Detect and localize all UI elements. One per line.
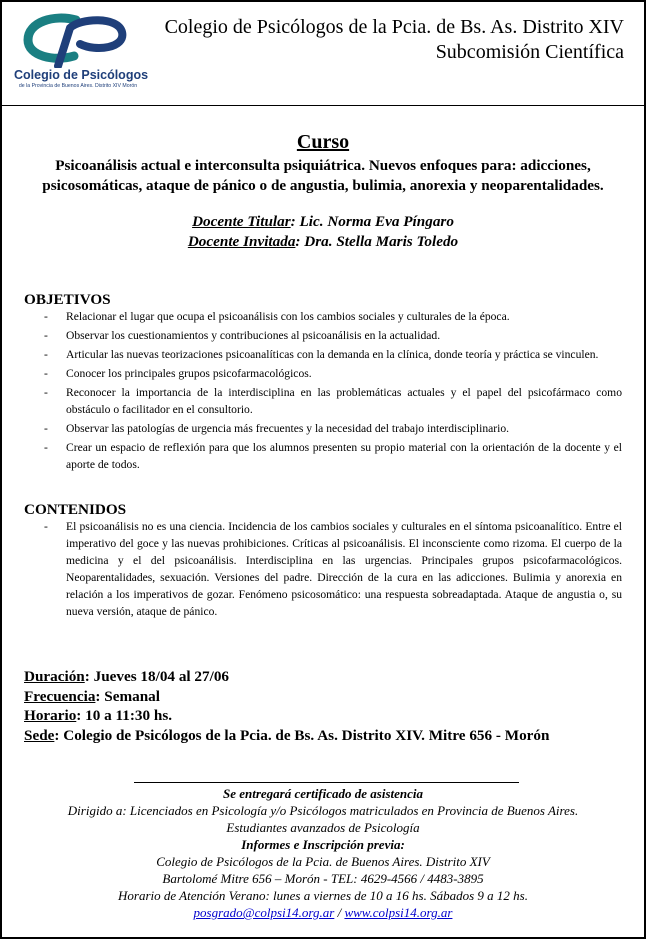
- duracion-row: [24, 667, 549, 687]
- objetivos-list: [24, 308, 622, 473]
- list-item: - Reconocer la importancia de la interdisciplina en las problemáticas actuales y el papel del psicofármaco como obstáculo o facilitador en el consultorio.: [44, 386, 622, 416]
- teacher-invitada: [2, 232, 644, 252]
- list-item: - Crear un espacio de reflexión para que los alumnos presenten su propio material con la orientación de la docente y el aporte de todos.: [44, 441, 622, 471]
- list-item: - El psicoanálisis no es una ciencia. Incidencia de los cambios sociales y culturales en el síntoma psicoanalítico. Entre el imperativo del goce y las nuevas prohibiciones. Críticas al psicoanálisis. El inconsciente como rizoma. El cuerpo de la medicina y el del psicoanálisis. Interdisciplina en las urgencias. Principales grupos psicofarmacológicos. Neoparentalidades, sexuación. Versiones del padre. Dirección de la cura en las adicciones. Bulimia y anorexia en relación a los imperativos de gozar. Fenómeno psicosomático: una respuesta sobreadaptada. Ataque de angustia o, su nueva versión, ataque de pánico.: [44, 520, 622, 618]
- list-item: - Relacionar el lugar que ocupa el psicoanálisis con los cambios sociales y culturales de la época.: [44, 310, 510, 323]
- colegio-logo: [14, 12, 149, 94]
- duracion-label: Duración: [24, 668, 85, 685]
- contenidos-section: [24, 501, 622, 622]
- office-hours: Horario de Atención Verano: lunes a viernes de 10 a 16 hs. Sábados 9 a 12 hs.: [118, 888, 528, 903]
- teacher-invitada-role: Docente Invitada: [187, 233, 296, 250]
- horario-value: : 10 a 11:30 hs.: [76, 707, 173, 724]
- teachers: [2, 212, 644, 252]
- contact-links: [2, 904, 644, 921]
- logo-text: [14, 68, 149, 89]
- contact-institution: Colegio de Psicólogos de la Pcia. de Buenos Aires. Distrito XIV: [156, 854, 490, 869]
- contact-address: Bartolomé Mitre 656 – Morón - TEL: 4629-4566 / 4483-3895: [162, 871, 484, 886]
- list-item: - Observar los cuestionamientos y contribuciones al psicoanálisis en la actualidad.: [44, 329, 441, 342]
- logo-subname: de la Provincia de Buenos Aires. Distrito XIV Morón: [18, 83, 138, 89]
- sede-label: Sede: [24, 726, 55, 744]
- duracion-value: : Jueves 18/04 al 27/06: [84, 668, 230, 685]
- header: [2, 2, 644, 94]
- institution-name: Colegio de Psicólogos de la Pcia. de Bs. As. Distrito XIV: [164, 16, 624, 38]
- certificate-note: Se entregará certificado de asistencia: [222, 786, 424, 801]
- footer-divider: [134, 782, 519, 783]
- objetivos-section: [24, 291, 622, 475]
- audience-note: Dirigido a: Licenciados en Psicología y/o Psicólogos matriculados en Provincia de Buenos Aires.: [67, 803, 579, 818]
- header-title: [165, 15, 624, 65]
- horario-row: [24, 706, 549, 726]
- list-item: - Articular las nuevas teorizaciones psicoanalíticas con la demanda en la clínica, donde teoría y práctica se vinculen.: [44, 348, 599, 361]
- list-item: - Conocer los principales grupos psicofarmacológicos.: [44, 367, 312, 380]
- course-heading: Curso: [296, 131, 350, 153]
- frecuencia-value: : Semanal: [95, 687, 160, 705]
- horario-label: Horario: [24, 707, 77, 724]
- link-separator: /: [334, 905, 345, 920]
- frecuencia-row: [24, 687, 549, 707]
- teacher-titular: [2, 212, 644, 232]
- teacher-titular-name: : Lic. Norma Eva Píngaro: [290, 213, 454, 230]
- informes-heading: Informes e Inscripción previa:: [241, 837, 405, 852]
- course-details: [24, 667, 549, 745]
- teacher-titular-role: Docente Titular: [192, 213, 291, 230]
- course-block: [2, 131, 644, 252]
- teacher-invitada-name: : Dra. Stella Maris Toledo: [295, 233, 459, 250]
- objetivos-heading: OBJETIVOS: [24, 291, 111, 308]
- website-link[interactable]: www.colpsi14.org.ar: [344, 905, 453, 920]
- students-note: Estudiantes avanzados de Psicología: [226, 820, 420, 835]
- sede-row: [24, 726, 549, 746]
- frecuencia-label: Frecuencia: [24, 687, 96, 705]
- sede-value: : Colegio de Psicólogos de la Pcia. de Bs. As. Distrito XIV. Mitre 656 - Morón: [54, 726, 550, 744]
- footer: [2, 785, 644, 921]
- course-title: Psicoanálisis actual e interconsulta psiquiátrica. Nuevos enfoques para: adicciones, psicosomáticas, ataque de pánico o de angustia, bulimia, anorexia y neoparentalidades.: [42, 157, 604, 194]
- contenidos-heading: CONTENIDOS: [24, 501, 127, 518]
- subcommission-name: Subcomisión Científica: [435, 41, 624, 63]
- logo-name: Colegio de Psicólogos: [14, 68, 149, 82]
- logo-cp-icon: [14, 12, 142, 68]
- header-divider: [2, 105, 644, 106]
- contenidos-list: [24, 518, 622, 620]
- list-item: - Observar las patologías de urgencia más frecuentes y la necesidad del trabajo interdisciplinario.: [44, 422, 510, 435]
- email-link[interactable]: posgrado@colpsi14.org.ar: [193, 905, 335, 920]
